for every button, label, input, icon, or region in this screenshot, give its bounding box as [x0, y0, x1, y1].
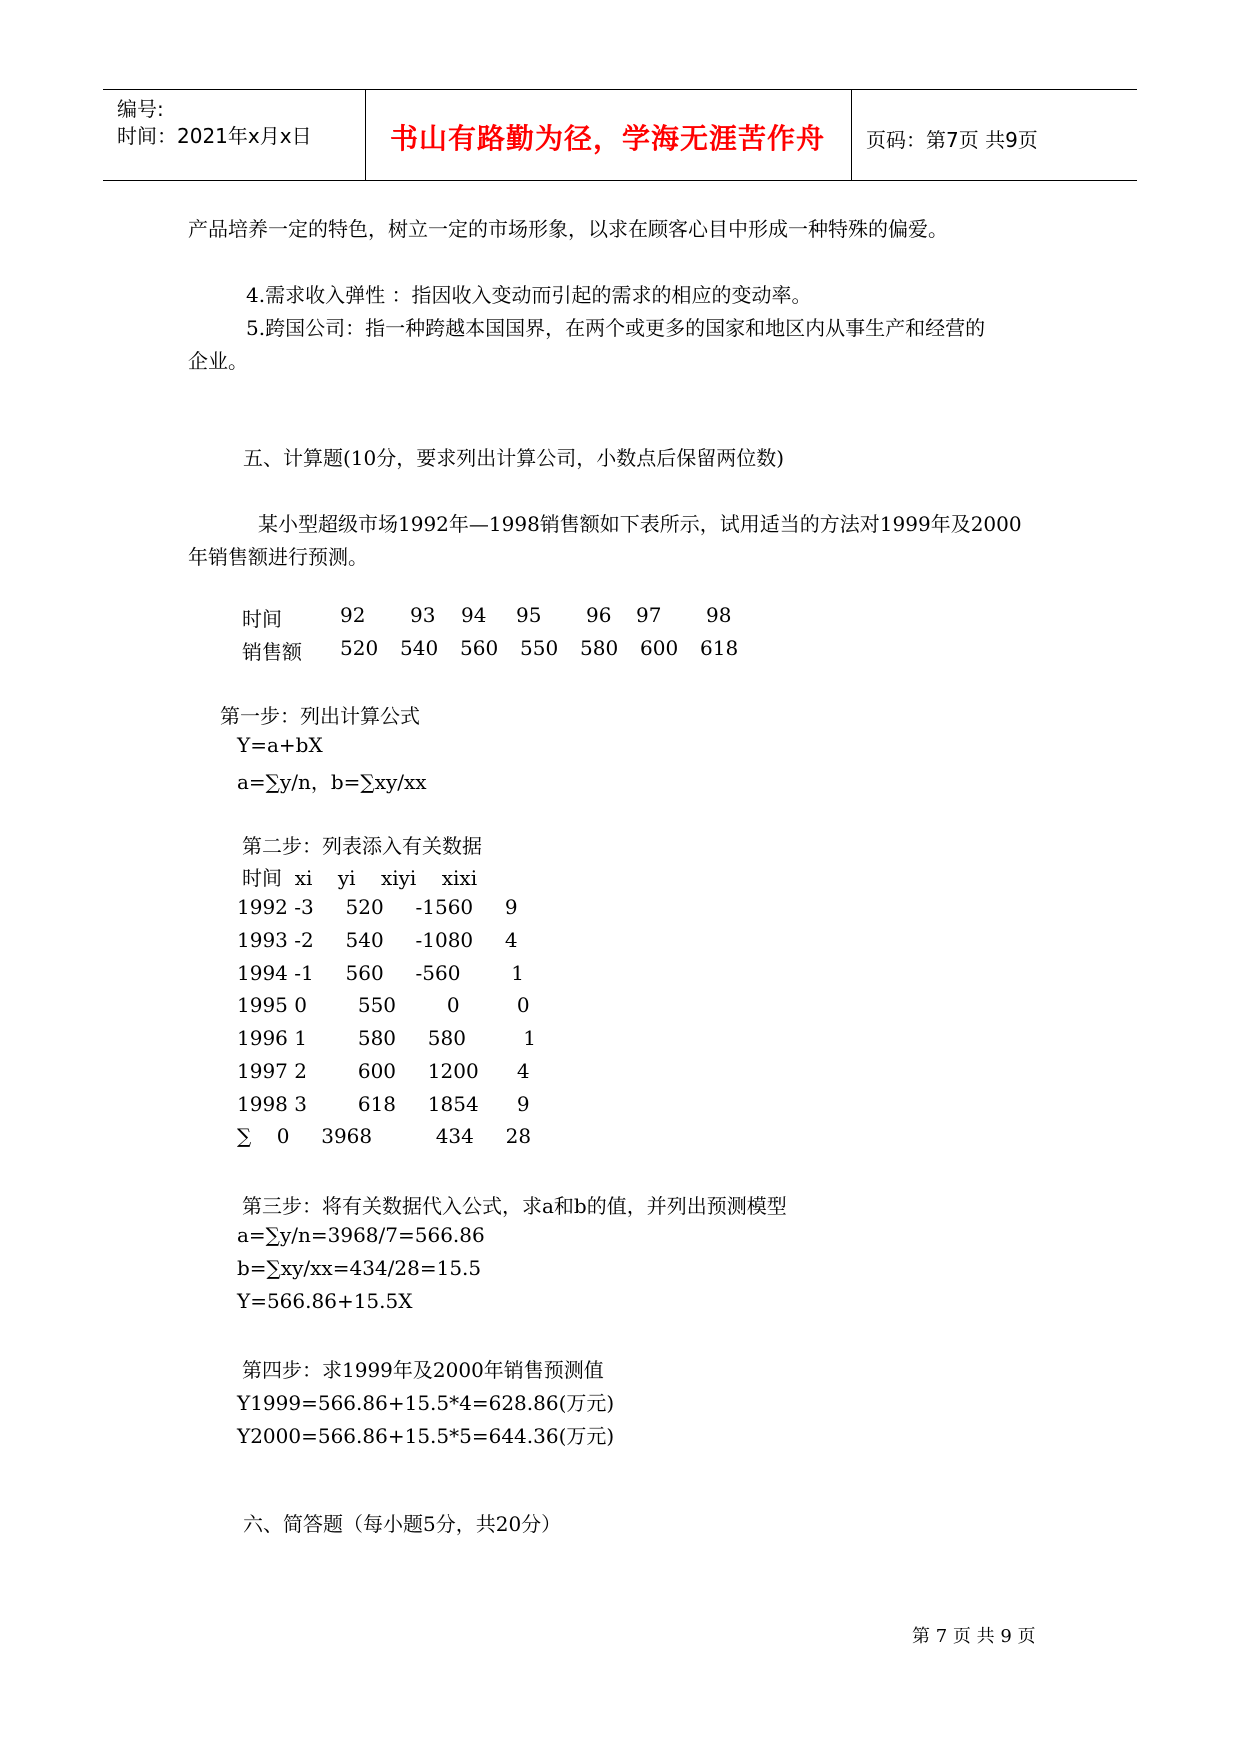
- sales-table-amount-cell: 618: [700, 636, 739, 660]
- step-3-line: a=∑y/n=3968/7=566.86: [237, 1223, 485, 1247]
- calc-table-row: 1994 -1 560 -560 1: [237, 961, 525, 985]
- sales-table-amount-label: 销售额: [242, 640, 302, 664]
- sales-table-amount-cell: 540: [400, 636, 439, 660]
- calc-table-row: 1996 1 580 580 1: [237, 1026, 536, 1050]
- calc-table-sum-row: ∑ 0 3968 434 28: [237, 1124, 532, 1148]
- sales-table-amount-cell: 560: [460, 636, 499, 660]
- problem-statement-line1: 某小型超级市场1992年—1998销售额如下表所示，试用适当的方法对1999年及2000: [258, 512, 1022, 536]
- calc-table-row: 1992 -3 520 -1560 9: [237, 895, 518, 919]
- step-2-title: 第二步：列表添入有关数据: [242, 834, 482, 858]
- calc-table-header: 时间 xi yi xiyi xixi: [242, 866, 478, 890]
- problem-statement-line2: 年销售额进行预测。: [188, 545, 368, 569]
- sales-table-amount-cell: 520: [340, 636, 379, 660]
- definition-item-4: 4.需求收入弹性 ：指因收入变动而引起的需求的相应的变动率。: [246, 283, 812, 307]
- sales-table-amount-cell: 600: [640, 636, 679, 660]
- header-divider-right: [851, 89, 852, 181]
- definition-item-5-line2: 企业。: [188, 349, 248, 373]
- step-3-title: 第三步：将有关数据代入公式，求a和b的值，并列出预测模型: [242, 1194, 787, 1218]
- sales-table-amount-cell: 580: [580, 636, 619, 660]
- sales-table-year-label: 时间: [242, 607, 282, 631]
- sales-table-amount-cell: 550: [520, 636, 559, 660]
- formula-regression: Y=a+bX: [237, 733, 323, 757]
- step-4-line: Y2000=566.86+15.5*5=644.36(万元): [237, 1424, 615, 1448]
- step-3-line: Y=566.86+15.5X: [237, 1289, 413, 1313]
- header-top-border: [103, 89, 1137, 90]
- header-divider-left: [365, 89, 366, 181]
- sales-table-year-cell: 94: [461, 603, 487, 627]
- step-1-title: 第一步：列出计算公式: [220, 704, 420, 728]
- page-footer: 第 7 页 共 9 页: [912, 1626, 1036, 1647]
- step-4-title: 第四步：求1999年及2000年销售预测值: [242, 1358, 604, 1382]
- section-6-title: 六、简答题（每小题5分，共20分）: [243, 1512, 562, 1536]
- sales-table-year-cell: 97: [636, 603, 662, 627]
- header-motto: 书山有路勤为径，学海无涯苦作舟: [390, 122, 826, 155]
- sales-table-year-cell: 98: [706, 603, 732, 627]
- calc-table-row: 1993 -2 540 -1080 4: [237, 928, 518, 952]
- calc-table-row: 1995 0 550 0 0: [237, 993, 530, 1017]
- document-time-label: 时间：2021年x月x日: [117, 124, 312, 148]
- definition-item-5-line1: 5.跨国公司：指一种跨越本国国界，在两个或更多的国家和地区内从事生产和经营的: [246, 316, 986, 340]
- sales-table-year-cell: 92: [340, 603, 366, 627]
- header-page-label: 页码：第7页 共9页: [866, 128, 1038, 152]
- calc-table-row: 1997 2 600 1200 4: [237, 1059, 530, 1083]
- calc-table-row: 1998 3 618 1854 9: [237, 1092, 530, 1116]
- header-bottom-border: [103, 180, 1137, 181]
- section-5-title: 五、计算题(10分，要求列出计算公司，小数点后保留两位数): [243, 446, 785, 470]
- sales-table-year-cell: 95: [516, 603, 542, 627]
- paragraph-continuation: 产品培养一定的特色，树立一定的市场形象，以求在顾客心目中形成一种特殊的偏爱。: [188, 217, 948, 241]
- sales-table-year-cell: 96: [586, 603, 612, 627]
- sales-table-year-cell: 93: [410, 603, 436, 627]
- formula-coefficients: a=∑y/n，b=∑xy/xx: [237, 770, 427, 794]
- document-number-label: 编号:: [117, 97, 164, 121]
- step-3-line: b=∑xy/xx=434/28=15.5: [237, 1256, 482, 1280]
- step-4-line: Y1999=566.86+15.5*4=628.86(万元): [237, 1391, 615, 1415]
